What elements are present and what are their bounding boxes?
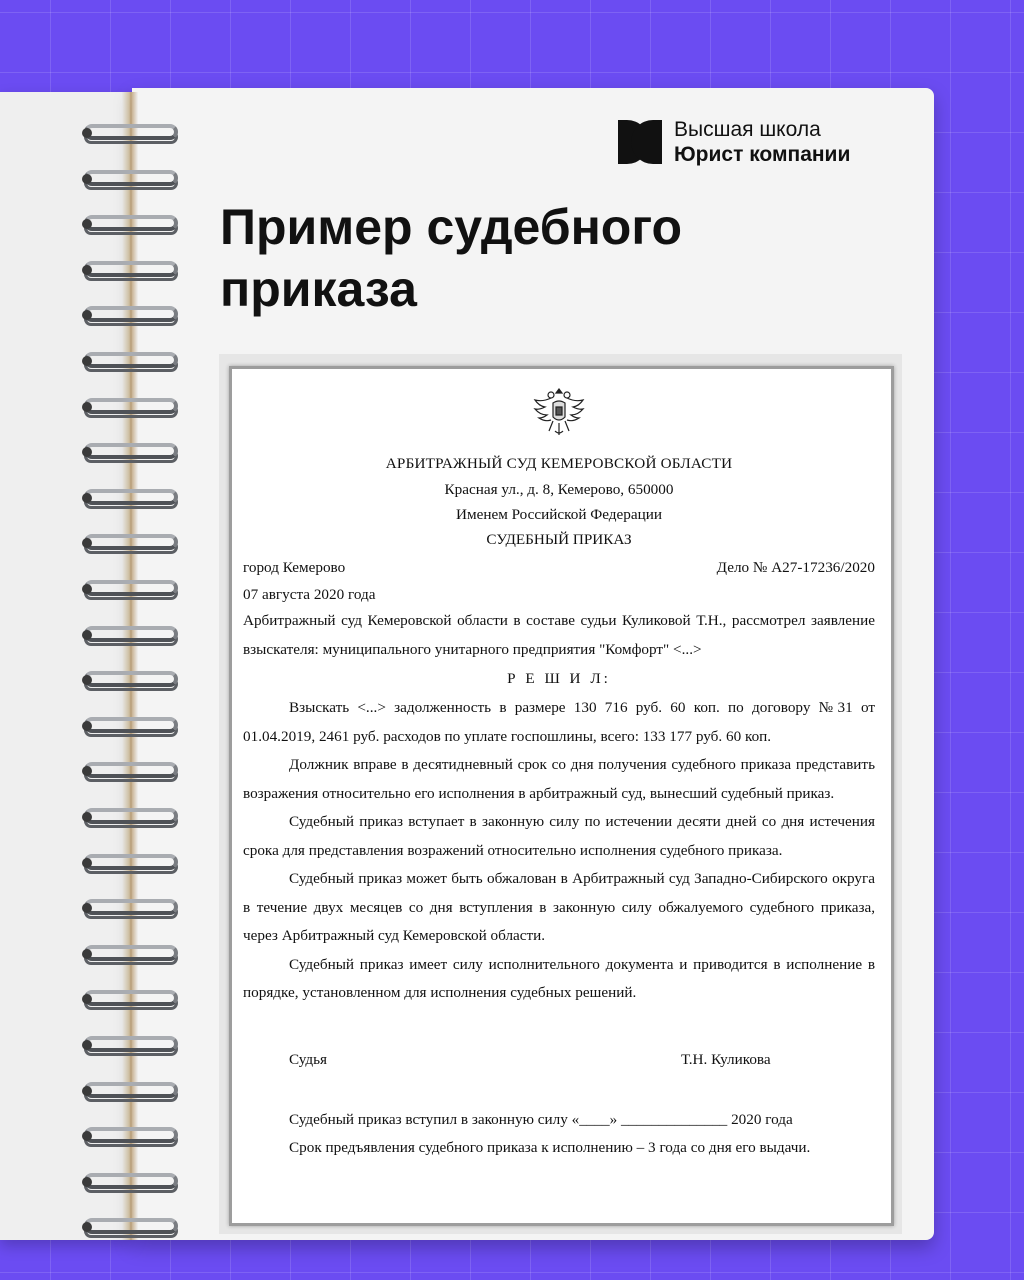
spiral-ring: [78, 257, 180, 283]
spiral-ring: [78, 1169, 180, 1195]
judge-name: Т.Н. Куликова: [681, 1050, 771, 1068]
judge-label: Судья: [289, 1050, 328, 1068]
signature-row: [243, 1046, 875, 1074]
spiral-ring: [78, 1123, 180, 1149]
case-number: Дело № А27-17236/2020: [716, 559, 875, 576]
spiral-ring: [78, 667, 180, 693]
footer-line: Судебный приказ вступил в законную силу «____» ______________ 2020 года: [289, 1110, 793, 1128]
spiral-ring: [78, 895, 180, 921]
spiral-ring: [78, 394, 180, 420]
spiral-ring: [78, 166, 180, 192]
spiral-ring: [78, 1078, 180, 1104]
spiral-ring: [78, 804, 180, 830]
spiral-ring: [78, 850, 180, 876]
spiral-ring: [78, 348, 180, 374]
paragraph: Судебный приказ имеет силу исполнительного документа и приводится в исполнение в порядке, установленном для исполнения судебных решений.: [243, 955, 875, 1001]
in-name-of: Именем Российской Федерации: [456, 506, 662, 523]
spiral-ring: [78, 1214, 180, 1240]
spiral-ring: [78, 439, 180, 465]
document-frame: [219, 354, 902, 1234]
paragraph: Судебный приказ может быть обжалован в Арбитражный суд Западно-Сибирского округа в течение двух месяцев со дня вступления в законную силу обжалуемого судебного приказа, через Арбитражный суд Кемеровской области.: [243, 870, 875, 944]
spiral-ring: [78, 941, 180, 967]
page-title: Пример судебного приказа: [220, 199, 683, 317]
intro-paragraph: Арбитражный суд Кемеровской области в составе судьи Куликовой Т.Н., рассмотрел заявление взыскателя: муниципального унитарного предприятия "Комфорт" <...>: [243, 612, 875, 658]
footer-line: Срок предъявления судебного приказа к исполнению – 3 года со дня его выдачи.: [289, 1138, 811, 1156]
document-type: СУДЕБНЫЙ ПРИКАЗ: [486, 531, 632, 548]
court-address: Красная ул., д. 8, Кемерово, 650000: [444, 481, 674, 498]
brand-line-2: Юрист компании: [674, 143, 851, 166]
city: город Кемерово: [243, 559, 346, 576]
resolved-heading: Р Е Ш И Л:: [507, 670, 611, 687]
spiral-ring: [78, 485, 180, 511]
spiral-ring: [78, 120, 180, 146]
paragraph: Взыскать <...> задолженность в размере 130 716 руб. 60 коп. по договору №31 от 01.04.2019, 2461 руб. расходов по уплате госпошлины, всего: 133 177 руб. 60 коп.: [243, 699, 875, 745]
paragraph: Судебный приказ вступает в законную силу по истечении десяти дней со дня истечения срока для представления возражений относительно исполнения судебного приказа.: [243, 813, 875, 859]
document-sheet: [229, 366, 894, 1226]
court-name: АРБИТРАЖНЫЙ СУД КЕМЕРОВСКОЙ ОБЛАСТИ: [385, 455, 733, 472]
spiral-ring: [78, 576, 180, 602]
spiral-ring: [78, 986, 180, 1012]
brand-block: [616, 116, 916, 168]
spiral-ring: [78, 1032, 180, 1058]
spiral-ring: [78, 211, 180, 237]
court-order-document: [243, 385, 875, 1162]
bowtie-logo-icon: [616, 118, 664, 166]
spiral-ring: [78, 530, 180, 556]
brand-line-1: Высшая школа: [674, 118, 821, 141]
russian-coat-of-arms-icon: [531, 385, 587, 441]
spiral-ring: [78, 622, 180, 648]
spiral-ring: [78, 758, 180, 784]
paragraph: Должник вправе в десятидневный срок со дня получения судебного приказа представить возражения относительно его исполнения в арбитражный суд, вынесший судебный приказ.: [243, 756, 875, 802]
order-date: 07 августа 2020 года: [243, 586, 376, 603]
city-case-row: [243, 554, 875, 582]
spiral-ring: [78, 302, 180, 328]
spiral-ring: [78, 713, 180, 739]
